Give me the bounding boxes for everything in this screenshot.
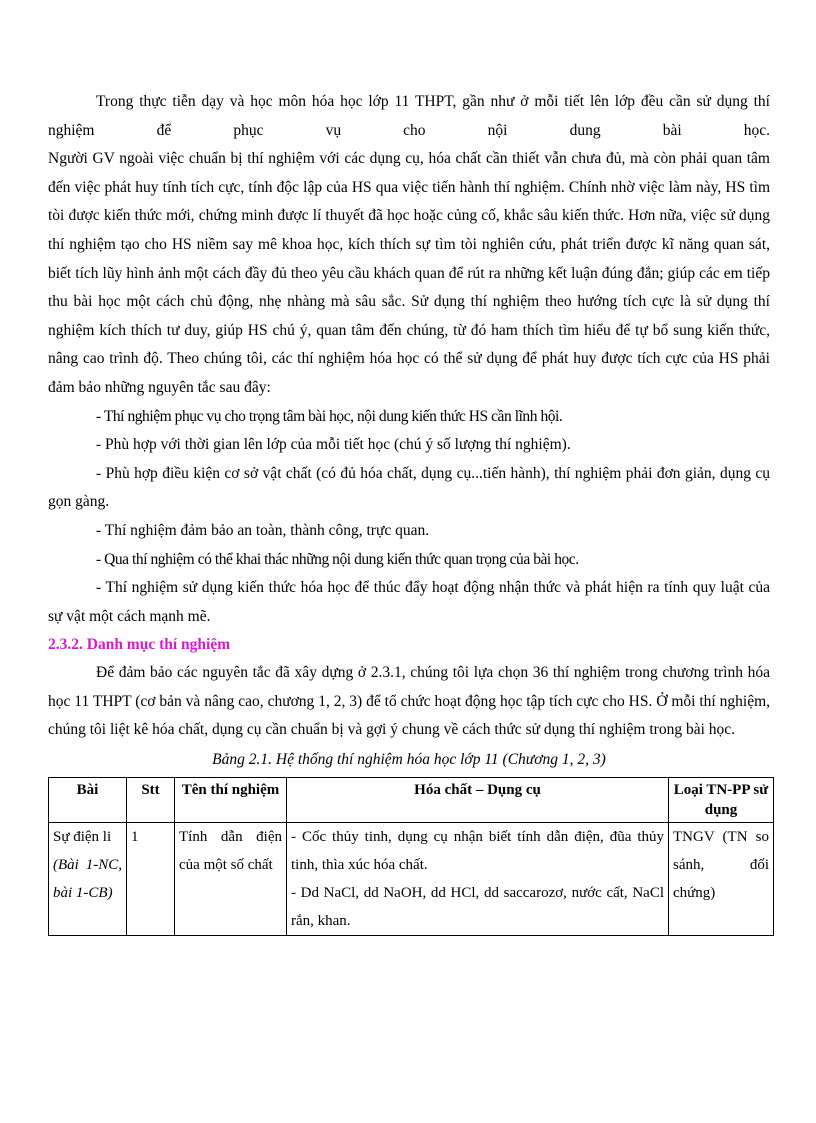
table-row: [49, 823, 774, 936]
principle-item: - Qua thí nghiệm có thể khai thác những nội dung kiến thức quan trọng của bài học.: [96, 550, 579, 568]
principle-item: - Phù hợp điều kiện cơ sở vật chất (có đủ hóa chất, dụng cụ...tiến hành), thí nghiệm phải đơn giản, dụng cụ gọn gàng.: [48, 464, 770, 511]
header-bai: Bài: [49, 778, 127, 823]
hoachat-line: - Cốc thủy tinh, dụng cụ nhận biết tính dẫn điện, đũa thủy tinh, thìa xúc hóa chất.: [291, 829, 664, 874]
intro-paragraph-line1: Trong thực tiễn dạy và học môn hóa học lớp 11 THPT, gần như ở mỗi tiết lên lớp đều cần sử dụng thí nghiệm để phục vụ cho nội dung bài học.: [48, 93, 770, 139]
header-ten: Tên thí nghiệm: [175, 778, 287, 823]
experiment-table: [48, 777, 774, 936]
principle-item: - Thí nghiệm phục vụ cho trọng tâm bài học, nội dung kiến thức HS cần lĩnh hội.: [96, 407, 563, 425]
cell-bai: [49, 823, 127, 936]
cell-ten: Tính dẫn điện của một số chất: [175, 823, 287, 936]
bai-title: Sự điện li: [53, 829, 112, 846]
cell-hoachat: [287, 823, 669, 936]
intro-paragraph: Người GV ngoài việc chuẩn bị thí nghiệm với các dụng cụ, hóa chất cần thiết vẫn chưa đủ, mà còn phải quan tâm đến việc phát huy tính tích cực, tính độc lập của HS qua việc tiến hành thí nghiệm. Chính nhờ việc làm này, HS tìm tòi được kiến thức mới, chứng minh được lí thuyết đã học hoặc củng cố, khắc sâu kiến thức. Hơn nữa, việc sử dụng thí nghiệm tạo cho HS niềm say mê khoa học, kích thích sự tìm tòi nghiên cứu, phát triển được kĩ năng quan sát, biết tích lũy hình ảnh một cách đầy đủ theo yêu cầu khách quan để rút ra những kết luận đúng đắn; giúp các em tiếp thu bài học một cách chủ động, nhẹ nhàng mà sâu sắc. Sử dụng thí nghiệm theo hướng tích cực là sử dụng thí nghiệm kích thích tư duy, giúp HS chú ý, quan tâm đến chúng, từ đó ham thích tìm hiểu để tự bổ sung kiến thức, nâng cao trình độ. Theo chúng tôi, các thí nghiệm hóa học có thể sử dụng để phát huy được tích cực của HS phải đảm bảo những nguyên tắc sau đây:: [48, 150, 770, 396]
bai-ref: (Bài 1-NC, bài 1-CB): [53, 857, 122, 902]
document-page: [48, 88, 770, 936]
table-header-row: [49, 778, 774, 823]
section-heading: 2.3.2. Danh mục thí nghiệm: [48, 636, 231, 654]
hoachat-line: - Dd NaCl, dd NaOH, dd HCl, dd saccarozơ, nước cất, NaCl rắn, khan.: [291, 885, 664, 930]
header-hoachat: Hóa chất – Dụng cụ: [287, 778, 669, 823]
principle-item: - Thí nghiệm sử dụng kiến thức hóa học để thúc đẩy hoạt động nhận thức và phát hiện ra tính quy luật của sự vật một cách mạnh mẽ.: [48, 579, 770, 625]
principle-item: - Thí nghiệm đảm bảo an toàn, thành công, trực quan.: [96, 521, 430, 539]
cell-loai: TNGV (TN so sánh, đối chứng): [669, 823, 774, 936]
table-caption: Bảng 2.1. Hệ thống thí nghiệm hóa học lớp 11 (Chương 1, 2, 3): [212, 751, 606, 769]
header-loai: Loại TN-PP sử dụng: [669, 778, 774, 823]
cell-stt: 1: [127, 823, 175, 936]
section-paragraph: Để đảm bảo các nguyên tắc đã xây dựng ở 2.3.1, chúng tôi lựa chọn 36 thí nghiệm trong chương trình hóa học 11 THPT (cơ bản và nâng cao, chương 1, 2, 3) để tổ chức hoạt động học tập tích cực cho HS. Ở mỗi thí nghiệm, chúng tôi liệt kê hóa chất, dụng cụ cần chuẩn bị và gợi ý chung về cách thức sử dụng thí nghiệm trong bài học.: [48, 664, 770, 739]
principle-item: - Phù hợp với thời gian lên lớp của mỗi tiết học (chú ý số lượng thí nghiệm).: [96, 436, 571, 454]
header-stt: Stt: [127, 778, 175, 823]
